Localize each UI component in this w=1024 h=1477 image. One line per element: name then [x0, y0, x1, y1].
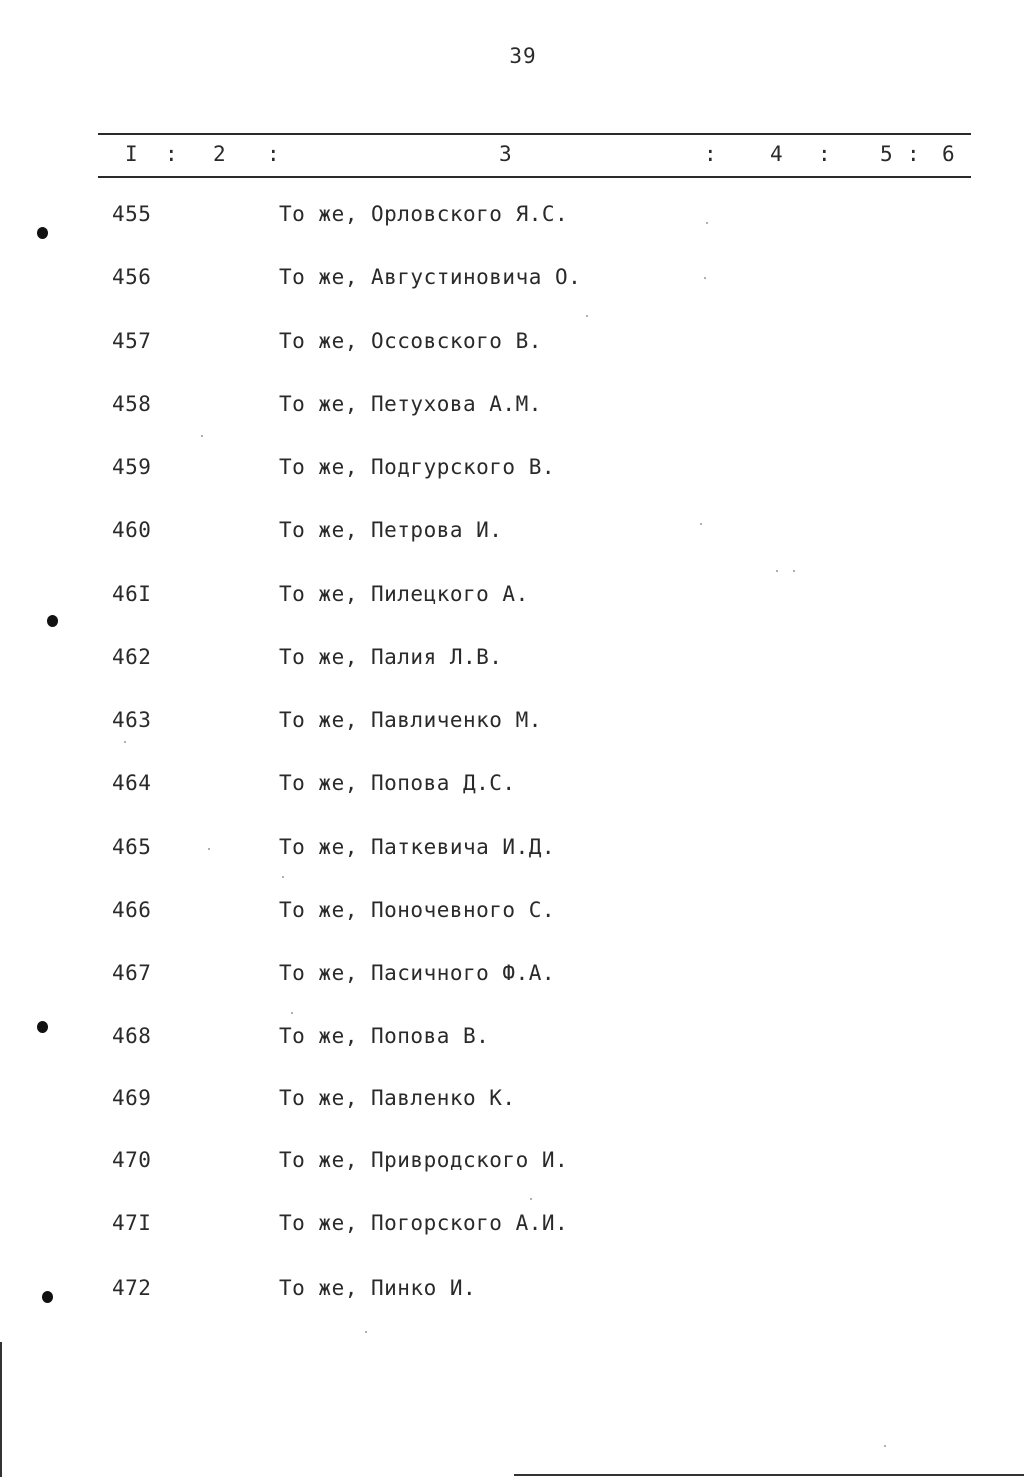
row-number: 458 [112, 392, 152, 416]
binding-hole [37, 1021, 48, 1033]
column-header-3: 3 [499, 142, 512, 166]
row-description: То же, Попова Д.С. [279, 771, 516, 795]
row-number: 457 [112, 329, 152, 353]
row-description: То же, Павленко К. [279, 1086, 516, 1110]
scan-speck [586, 315, 588, 317]
row-number: 472 [112, 1276, 152, 1300]
table-header [0, 142, 1024, 170]
row-description: То же, Привродского И. [279, 1148, 569, 1172]
table-row [0, 455, 1024, 485]
row-number: 46I [112, 582, 152, 606]
row-description: То же, Попова В. [279, 1024, 490, 1048]
row-description: То же, Паткевича И.Д. [279, 835, 556, 859]
header-bottom-rule [98, 176, 971, 178]
row-description: То же, Поночевного С. [279, 898, 556, 922]
table-row [0, 771, 1024, 801]
column-header-6: 6 [942, 142, 955, 166]
row-description: То же, Подгурского В. [279, 455, 556, 479]
row-description: То же, Оссовского В. [279, 329, 542, 353]
binding-hole [47, 615, 58, 627]
row-number: 456 [112, 265, 152, 289]
row-description: То же, Августиновича О. [279, 265, 582, 289]
scan-speck [282, 876, 284, 878]
scan-speck [208, 848, 210, 850]
table-row [0, 582, 1024, 612]
column-separator: : [267, 142, 280, 166]
table-row [0, 392, 1024, 422]
table-row [0, 835, 1024, 865]
column-separator: : [907, 142, 920, 166]
scan-speck [124, 741, 126, 743]
row-description: То же, Погорского А.И. [279, 1211, 569, 1235]
scan-speck [884, 1445, 886, 1447]
table-row [0, 961, 1024, 991]
column-separator: : [704, 142, 717, 166]
table-row [0, 708, 1024, 738]
row-number: 463 [112, 708, 152, 732]
scan-speck [201, 435, 203, 437]
scan-speck [704, 277, 706, 279]
binding-hole [42, 1291, 53, 1303]
table-row [0, 898, 1024, 928]
scan-edge-left [0, 1342, 2, 1477]
row-description: То же, Павличенко М. [279, 708, 542, 732]
column-header-5: 5 [880, 142, 893, 166]
table-row [0, 1024, 1024, 1054]
row-number: 469 [112, 1086, 152, 1110]
scan-speck [291, 1012, 293, 1014]
row-number: 462 [112, 645, 152, 669]
row-description: То же, Петрова И. [279, 518, 503, 542]
scan-speck [793, 570, 795, 572]
row-number: 459 [112, 455, 152, 479]
row-number: 465 [112, 835, 152, 859]
column-separator: : [818, 142, 831, 166]
column-header-4: 4 [770, 142, 783, 166]
scan-speck [706, 222, 708, 224]
row-number: 468 [112, 1024, 152, 1048]
row-description: То же, Пилецкого А. [279, 582, 529, 606]
table-row [0, 329, 1024, 359]
scan-speck [365, 1331, 367, 1333]
table-row [0, 202, 1024, 232]
row-description: То же, Палия Л.В. [279, 645, 503, 669]
row-number: 47I [112, 1211, 152, 1235]
row-number: 455 [112, 202, 152, 226]
table-row [0, 1086, 1024, 1116]
scan-speck [700, 523, 702, 525]
row-description: То же, Пинко И. [279, 1276, 477, 1300]
column-header-1: I [125, 142, 138, 166]
row-description: То же, Орловского Я.С. [279, 202, 569, 226]
table-row [0, 518, 1024, 548]
row-description: То же, Пасичного Ф.А. [279, 961, 556, 985]
table-row [0, 1148, 1024, 1178]
table-row [0, 265, 1024, 295]
page-number: 39 [509, 44, 537, 68]
header-top-rule [98, 133, 971, 135]
scan-speck [776, 570, 778, 572]
scan-speck [530, 1198, 532, 1200]
table-row [0, 645, 1024, 675]
scan-edge-bottom [514, 1474, 1024, 1476]
row-number: 464 [112, 771, 152, 795]
binding-hole [37, 227, 48, 239]
column-separator: : [165, 142, 178, 166]
row-number: 466 [112, 898, 152, 922]
row-number: 470 [112, 1148, 152, 1172]
row-number: 467 [112, 961, 152, 985]
column-header-2: 2 [213, 142, 226, 166]
row-description: То же, Петухова А.М. [279, 392, 542, 416]
row-number: 460 [112, 518, 152, 542]
table-row [0, 1211, 1024, 1241]
table-row [0, 1276, 1024, 1306]
